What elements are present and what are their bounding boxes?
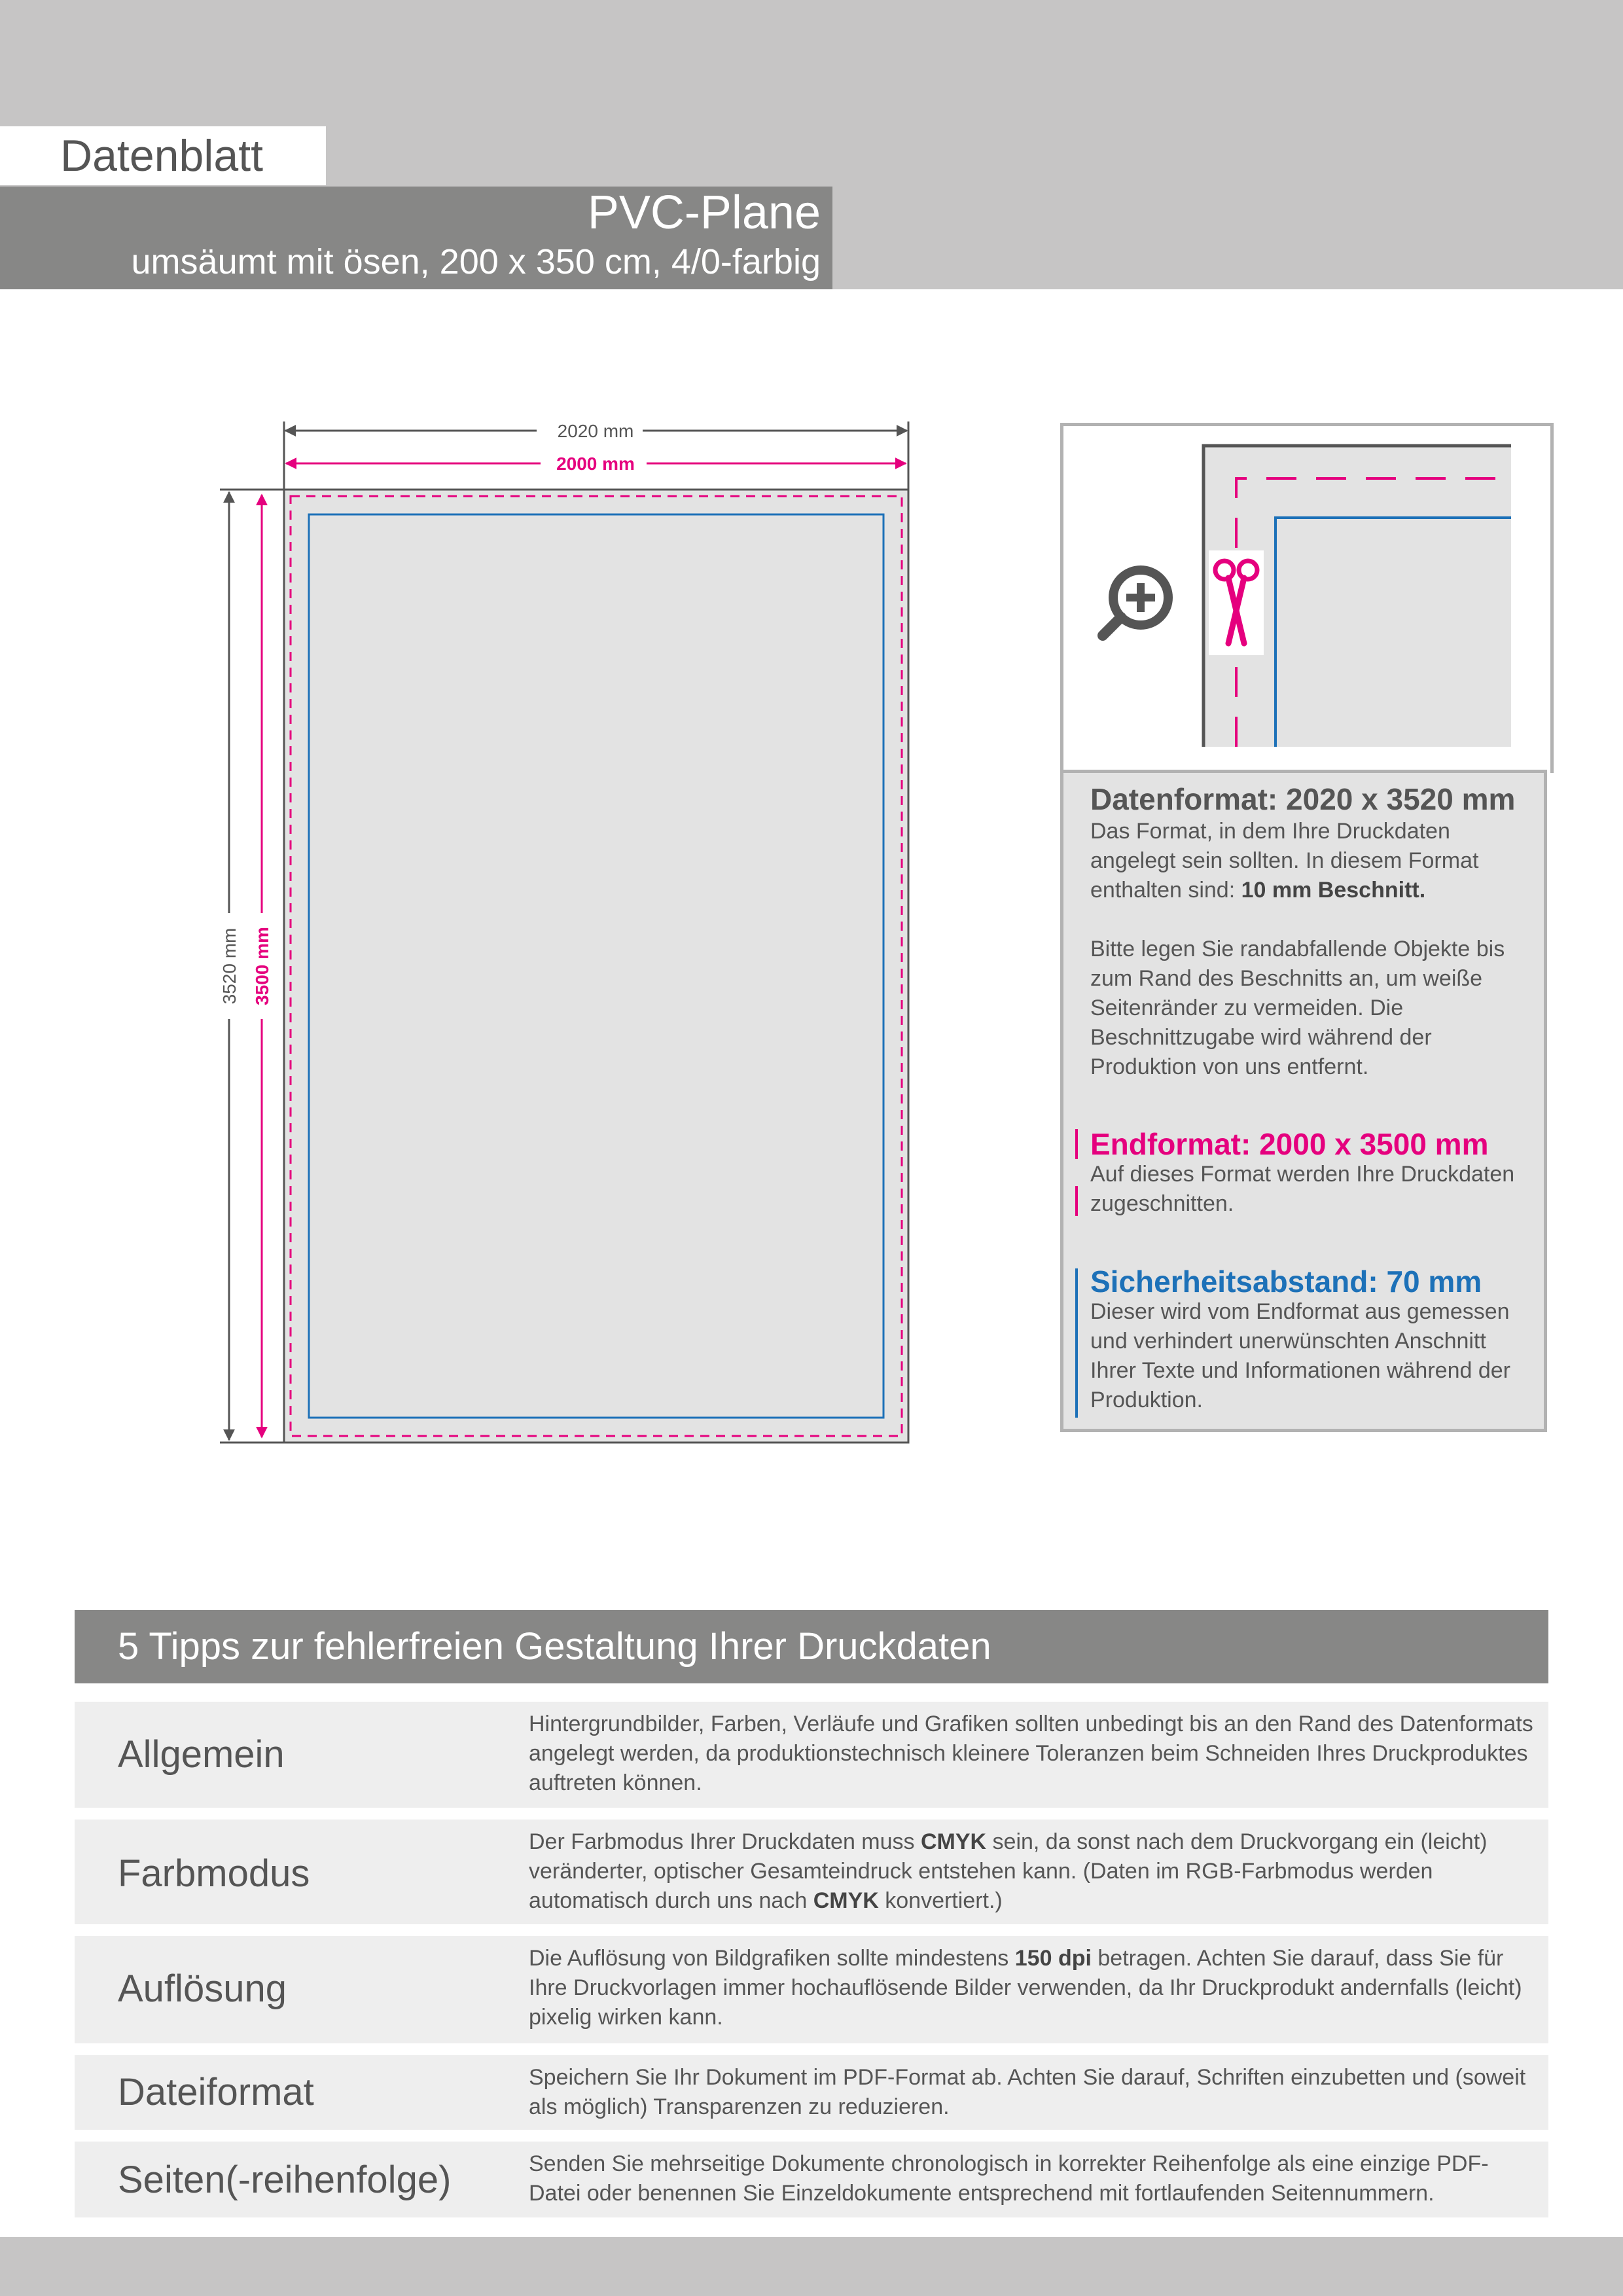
tip-name: Auflösung — [118, 1967, 287, 2010]
tip-text-bold: 150 dpi — [1014, 1946, 1092, 1971]
tip-text: Speichern Sie Ihr Dokument im PDF-Format ab. Achten Sie darauf, Schriften einzubetten und (soweit als möglich) Transparenzen zu reduzieren. — [529, 2065, 1526, 2119]
total-height-label: 3520 mm — [219, 927, 240, 1005]
tip-row-aufloesung — [75, 1936, 1548, 2043]
scissors-icon — [1209, 550, 1264, 655]
sicherheit-text: Dieser wird vom Endformat aus gemessen und verhindert unerwünschten Anschnitt Ihrer Texte und Informationen während der Produktion. — [1090, 1299, 1510, 1412]
tip-row-farbmodus — [75, 1820, 1548, 1924]
endformat-title: Endformat: 2000 x 3500 mm — [1090, 1127, 1489, 1161]
endformat-text: Auf dieses Format werden Ihre Druckdaten zugeschnitten. — [1090, 1162, 1515, 1216]
endformat-bar-2 — [1075, 1186, 1078, 1216]
tips-title: 5 Tipps zur fehlerfreien Gestaltung Ihrer Druckdaten — [118, 1625, 991, 1668]
final-height-label: 3500 mm — [252, 927, 272, 1005]
tip-name: Allgemein — [118, 1733, 285, 1776]
product-title: PVC-Plane — [587, 187, 821, 239]
datenformat-text — [1090, 817, 1535, 905]
tip-row-seiten — [75, 2142, 1548, 2217]
tip-name: Seiten(-reihenfolge) — [118, 2159, 452, 2201]
product-subtitle: umsäumt mit ösen, 200 x 350 cm, 4/0-farbig — [131, 242, 821, 281]
tip-text-bold: CMYK — [813, 1888, 879, 1913]
tip-text-part: konvertiert.) — [878, 1888, 1003, 1913]
tip-text-bold: CMYK — [920, 1829, 987, 1854]
zoom-detail-graphic — [1063, 426, 1550, 773]
datenformat-note: Bitte legen Sie randabfallende Objekte bis zum Rand des Beschnitts an, um weiße Seitenränder zu vermeiden. Die Beschnittzugabe wird während der Produktion von uns entfernt. — [1090, 937, 1505, 1079]
tip-name: Dateiformat — [118, 2071, 314, 2113]
tip-text — [529, 1827, 1537, 1916]
endformat-bar — [1075, 1129, 1078, 1159]
sicherheit-title: Sicherheitsabstand: 70 mm — [1090, 1265, 1482, 1299]
zoom-detail-box — [1060, 423, 1554, 773]
zoom-in-icon — [1103, 570, 1168, 636]
tip-text: Hintergrundbilder, Farben, Verläufe und Grafiken sollten unbedingt bis an den Rand des Datenformats angelegt werden, da produktionstechnisch kleinere Toleranzen beim Schneiden Ihres Druckproduktes auftreten können. — [529, 1712, 1533, 1795]
tip-row-allgemein — [75, 1702, 1548, 1808]
datenformat-text-part: Das Format, in dem Ihre Druckdaten angelegt sein sollten. In diesem Format enthalten sind: — [1090, 819, 1479, 903]
document-label: Datenblatt — [60, 131, 263, 181]
tip-row-dateiformat — [75, 2055, 1548, 2130]
datenformat-bold: 10 mm Beschnitt. — [1241, 878, 1426, 903]
sicherheit-bar — [1075, 1268, 1078, 1418]
tip-text-part: sein, da sonst nach dem Druckvorgang ein (leicht) veränderter, optischer Gesamteindruck entstehen kann. (Daten im RGB-Farbmodus werden automatisch durch uns nach — [529, 1829, 1488, 1913]
tip-text: Senden Sie mehrseitige Dokumente chronologisch in korrekter Reihenfolge als eine einzige PDF-Datei oder benennen Sie Einzeldokumente entsprechend mit fortlaufenden Seitennummern. — [529, 2151, 1489, 2206]
tip-text-part: Die Auflösung von Bildgrafiken sollte mindestens — [529, 1946, 1015, 1971]
tip-text-part: betragen. Achten Sie darauf, dass Sie für Ihre Druckvorlagen immer hochauflösende Bilder verwenden, da Ihr Druckprodukt andernfalls (leicht) pixelig wirken kann. — [529, 1946, 1522, 2030]
footer-band — [0, 2237, 1623, 2296]
datenformat-title: Datenformat: 2020 x 3520 mm — [1090, 782, 1516, 816]
tip-text — [529, 1944, 1537, 2032]
tip-text-part: Der Farbmodus Ihrer Druckdaten muss — [529, 1829, 921, 1854]
format-diagram — [196, 406, 942, 1466]
total-width-label: 2020 mm — [557, 421, 634, 441]
data-format-rect — [284, 490, 908, 1443]
tip-name: Farbmodus — [118, 1852, 310, 1895]
final-width-label: 2000 mm — [556, 454, 635, 474]
